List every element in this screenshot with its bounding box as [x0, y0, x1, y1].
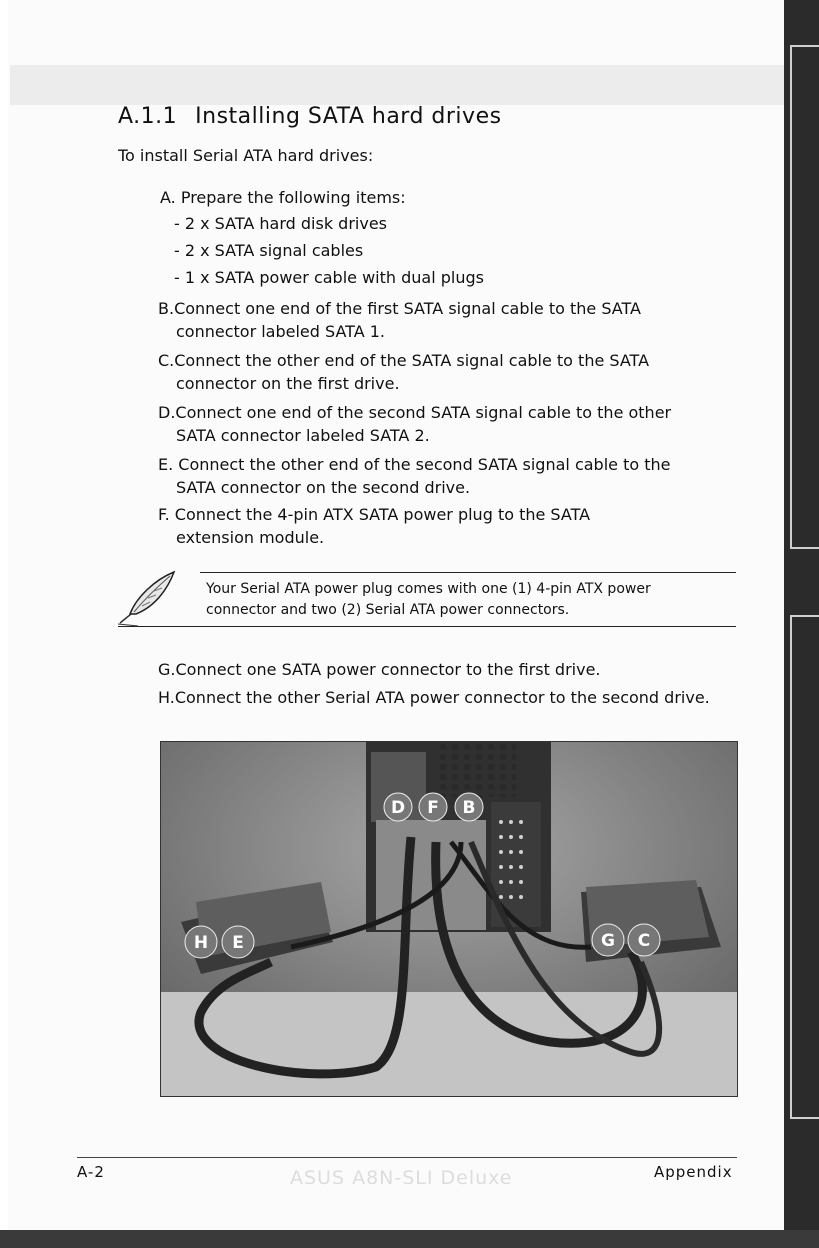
step-c-line2: connector on the first drive.: [176, 374, 400, 393]
next-page-edge-top: [790, 45, 819, 549]
photo-label-e: E: [232, 933, 244, 953]
list-item: - 1 x SATA power cable with dual plugs: [174, 268, 484, 287]
step-g: G.Connect one SATA power connector to the first drive.: [158, 660, 601, 679]
note-feather-icon: [116, 568, 178, 628]
photo-illustration: [161, 742, 737, 1096]
footer-rule: [77, 1157, 737, 1158]
step-a: A. Prepare the following items:: [160, 188, 406, 207]
note-text: [206, 579, 726, 621]
note-rule-bottom: [118, 626, 736, 627]
note-line-1: Your Serial ATA power plug comes with one (1) 4-pin ATX power: [206, 581, 651, 597]
photo-label-b: B: [462, 798, 476, 818]
step-d-line1: D.Connect one end of the second SATA signal cable to the other: [158, 403, 672, 422]
step-f-line2: extension module.: [176, 528, 325, 547]
list-item: - 2 x SATA hard disk drives: [174, 214, 387, 233]
chapter-name: Appendix: [654, 1163, 733, 1181]
installation-photo: [160, 741, 738, 1097]
step-h: H.Connect the other Serial ATA power connector to the second drive.: [158, 688, 710, 707]
step-f-line1: F. Connect the 4-pin ATX SATA power plug to the SATA: [158, 505, 591, 524]
next-page-edge-bottom: [790, 615, 819, 1119]
items-list: [174, 211, 484, 292]
intro-text: To install Serial ATA hard drives:: [118, 146, 374, 165]
step-e-line2: SATA connector on the second drive.: [176, 478, 471, 497]
note-line-2: connector and two (2) Serial ATA power connectors.: [206, 602, 570, 618]
scan-bottom-edge: [0, 1230, 819, 1248]
photo-label-h: H: [193, 933, 209, 953]
photo-label-f: F: [427, 798, 439, 818]
footer-bleed-text: ASUS A8N-SLI Deluxe: [290, 1167, 513, 1189]
list-item: - 2 x SATA signal cables: [174, 241, 364, 260]
step-c-line1: C.Connect the other end of the SATA signal cable to the SATA: [158, 351, 650, 370]
step-d-line2: SATA connector labeled SATA 2.: [176, 426, 430, 445]
section-title: [118, 104, 502, 129]
step-b-line1: B.Connect one end of the first SATA signal cable to the SATA: [158, 299, 641, 318]
bleed-through-band: [10, 65, 785, 105]
page-number: A-2: [77, 1163, 105, 1181]
step-b-line2: connector labeled SATA 1.: [176, 322, 385, 341]
photo-label-d: D: [390, 798, 406, 818]
step-e-line1: E. Connect the other end of the second SATA signal cable to the: [158, 455, 671, 474]
section-title-text: Installing SATA hard drives: [195, 104, 502, 129]
photo-label-g: G: [601, 931, 615, 951]
section-number: A.1.1: [118, 104, 178, 129]
photo-label-c: C: [637, 931, 651, 951]
note-rule-top: [200, 572, 736, 573]
